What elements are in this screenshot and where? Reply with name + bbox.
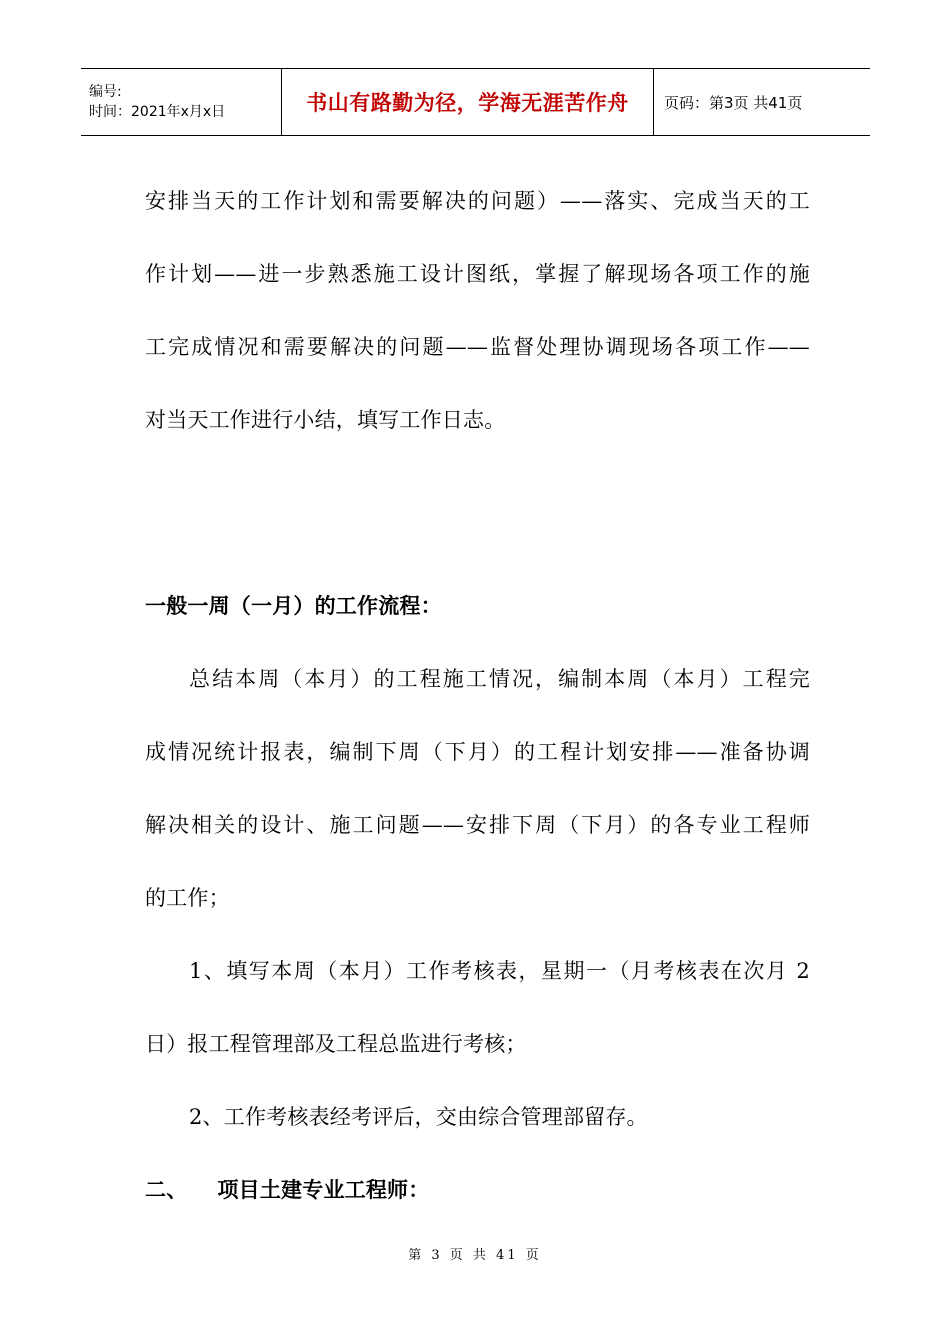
header-page-info: 页码：第3页 共41页 xyxy=(664,93,803,112)
list-item-line: 1、填写本周（本月）工作考核表，星期一（月考核表在次月 2 xyxy=(189,959,810,983)
page-footer: 第 3 页 共 41 页 xyxy=(408,1248,542,1263)
header-meta xyxy=(81,69,281,135)
section-heading-two: 二、 项目土建专业工程师： xyxy=(145,1178,430,1202)
paragraph-line: 成情况统计报表，编制下周（下月）的工程计划安排——准备协调 xyxy=(145,740,810,764)
header-motto: 书山有路勤为径，学海无涯苦作舟 xyxy=(281,69,654,135)
paragraph-line: 总结本周（本月）的工程施工情况，编制本周（本月）工程完 xyxy=(189,667,810,691)
paragraph-line: 工完成情况和需要解决的问题——监督处理协调现场各项工作—— xyxy=(145,335,810,359)
section-heading-weekly: 一般一周（一月）的工作流程： xyxy=(145,594,442,618)
paragraph-line: 作计划——进一步熟悉施工设计图纸，掌握了解现场各项工作的施 xyxy=(145,262,810,286)
paragraph-line: 安排当天的工作计划和需要解决的问题）——落实、完成当天的工 xyxy=(145,189,810,213)
section-spacer xyxy=(145,457,810,570)
paragraph-line: 的工作； xyxy=(145,886,230,910)
list-item-line: 日）报工程管理部及工程总监进行考核； xyxy=(145,1032,527,1056)
document-number-label: 编号: xyxy=(89,84,122,100)
page-header xyxy=(81,68,870,136)
document-body xyxy=(145,165,810,1227)
paragraph-line: 对当天工作进行小结，填写工作日志。 xyxy=(145,408,506,432)
paragraph-line: 解决相关的设计、施工问题——安排下周（下月）的各专业工程师 xyxy=(145,813,810,837)
document-date: 时间：2021年x月x日 xyxy=(89,104,226,120)
list-item-line: 2、工作考核表经考评后，交由综合管理部留存。 xyxy=(189,1105,648,1129)
